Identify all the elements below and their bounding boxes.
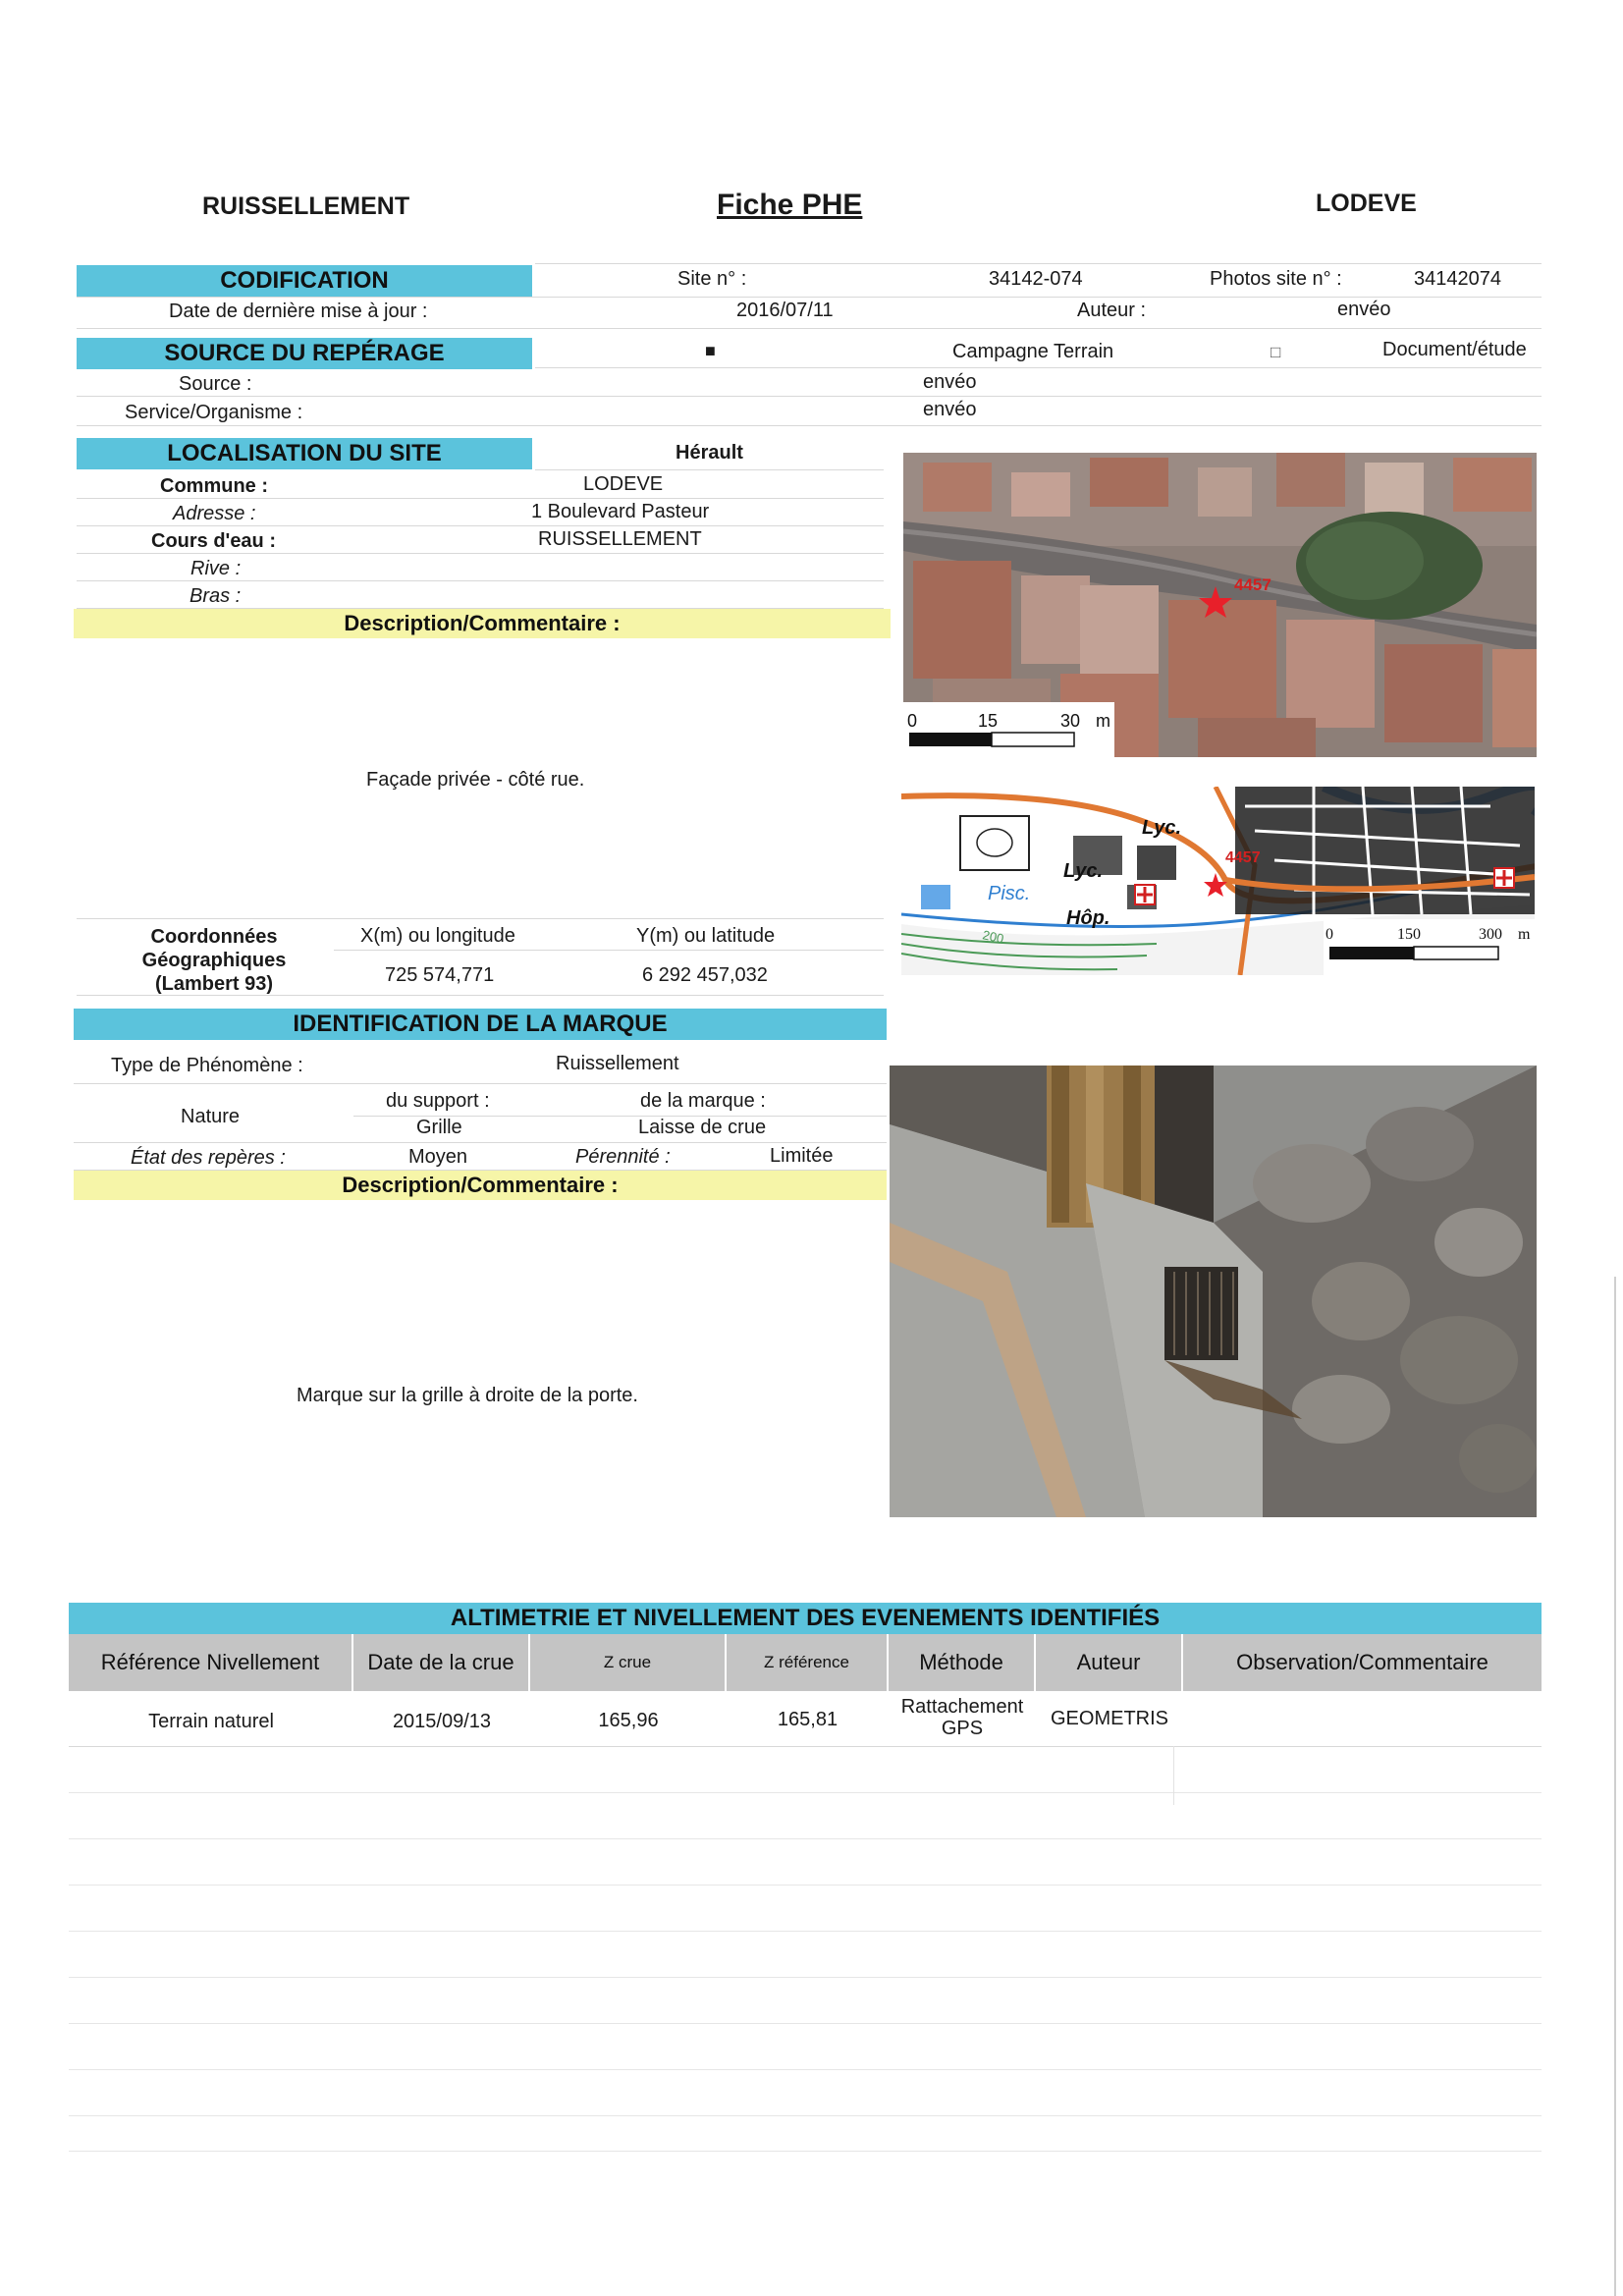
phenomene-type-value: Ruissellement [556,1053,679,1074]
commune-value: LODEVE [583,473,664,495]
coordinates-label [116,925,312,996]
col-auteur: Auteur [1036,1634,1183,1691]
phenomene-type-label: Type de Phénomène : [111,1055,303,1076]
row-reference: Terrain naturel [148,1711,274,1732]
localisation-header: LOCALISATION DU SITE [77,438,532,469]
author-label: Auteur : [1077,300,1147,321]
nature-label: Nature [181,1106,241,1127]
cours-eau-value: RUISSELLEMENT [538,528,702,550]
option-campagne-terrain: Campagne Terrain [952,341,1114,362]
photos-label: Photos site n° : [1210,268,1342,290]
bras-label: Bras : [189,585,242,607]
svg-text:m: m [1096,711,1110,731]
option-document-etude: Document/étude [1382,339,1527,360]
localisation-description-header: Description/Commentaire : [74,609,891,638]
svg-text:Lyc.: Lyc. [1063,860,1104,882]
svg-text:Hôp.: Hôp. [1066,907,1110,929]
identification-description-header: Description/Commentaire : [74,1171,887,1200]
row-z-crue: 165,96 [598,1710,659,1731]
col-observation: Observation/Commentaire [1183,1634,1542,1691]
svg-text:m: m [1518,926,1531,943]
aerial-map [903,453,1537,757]
page-title: Fiche PHE [717,189,863,221]
checkbox-document-unchecked: □ [1271,343,1281,361]
coordinates-label-line2: Géographiques [141,950,287,971]
site-value: 34142-074 [989,268,1083,290]
source-header: SOURCE DU REPÉRAGE [77,338,532,369]
etat-reperes-value: Moyen [408,1146,468,1168]
row-auteur: GEOMETRIS [1050,1708,1168,1729]
date-label: Date de dernière mise à jour : [169,301,428,322]
aerial-marker-label: 4457 [1234,575,1271,594]
perennite-label: Pérennité : [575,1146,671,1168]
svg-text:4457: 4457 [1225,849,1261,866]
source-label: Source : [179,373,252,395]
service-value: envéo [923,399,977,420]
svg-text:300: 300 [1479,926,1502,943]
col-z-crue: Z crue [530,1634,727,1691]
row-methode-line2: GPS [941,1718,984,1739]
svg-text:15: 15 [978,711,999,731]
y-coordinate-value: 6 292 457,032 [642,964,768,986]
adresse-value: 1 Boulevard Pasteur [531,501,710,522]
identification-description-text: Marque sur la grille à droite de la porte. [297,1385,638,1406]
header-right: LODEVE [1316,190,1417,217]
source-value: envéo [923,371,977,393]
site-photo [890,1066,1537,1517]
cours-eau-label: Cours d'eau : [151,530,276,552]
codification-header: CODIFICATION [77,265,532,297]
svg-text:0: 0 [1325,926,1333,943]
localisation-description-text: Façade privée - côté rue. [366,769,585,791]
row-date: 2015/09/13 [392,1711,492,1732]
marque-value: Laisse de crue [638,1117,767,1138]
rive-label: Rive : [190,558,242,579]
table-row [69,1691,1542,1746]
etat-reperes-label: État des repères : [131,1147,286,1169]
commune-label: Commune : [160,475,268,497]
svg-text:30: 30 [1060,711,1081,731]
x-coordinate-label: X(m) ou longitude [360,925,515,947]
x-coordinate-value: 725 574,771 [385,964,495,986]
departement-value: Hérault [676,442,743,464]
support-value: Grille [416,1117,462,1138]
coordinates-label-line1: Coordonnées [150,926,278,948]
svg-text:Lyc.: Lyc. [1142,817,1182,839]
col-reference-nivellement: Référence Nivellement [69,1634,353,1691]
y-coordinate-label: Y(m) ou latitude [636,925,776,947]
service-label: Service/Organisme : [125,402,303,423]
topographic-map [901,787,1535,975]
checkbox-campagne-checked: ■ [705,341,716,360]
row-z-reference: 165,81 [777,1709,839,1730]
header-left: RUISSELLEMENT [202,192,410,220]
photos-value: 34142074 [1414,268,1501,290]
perennite-value: Limitée [770,1145,834,1167]
altimetrie-header: ALTIMETRIE ET NIVELLEMENT DES EVENEMENTS IDENTIFIÉS [69,1603,1542,1634]
identification-header: IDENTIFICATION DE LA MARQUE [74,1009,887,1040]
svg-text:0: 0 [907,711,918,731]
adresse-label: Adresse : [173,503,256,524]
col-z-reference: Z référence [727,1634,889,1691]
row-methode-line1: Rattachement [900,1696,1024,1718]
col-methode: Méthode [889,1634,1036,1691]
marque-label: de la marque : [640,1090,766,1112]
author-value: envéo [1337,299,1391,320]
row-methode [889,1696,1036,1739]
svg-text:Pisc.: Pisc. [988,883,1031,904]
support-label: du support : [386,1090,490,1112]
col-date-crue: Date de la crue [353,1634,530,1691]
site-label: Site n° : [677,268,747,290]
altimetrie-table-header [69,1634,1542,1691]
svg-text:150: 150 [1397,926,1421,943]
svg-text:200: 200 [981,927,1005,947]
coordinates-label-line3: (Lambert 93) [154,973,274,995]
date-value: 2016/07/11 [736,300,834,321]
